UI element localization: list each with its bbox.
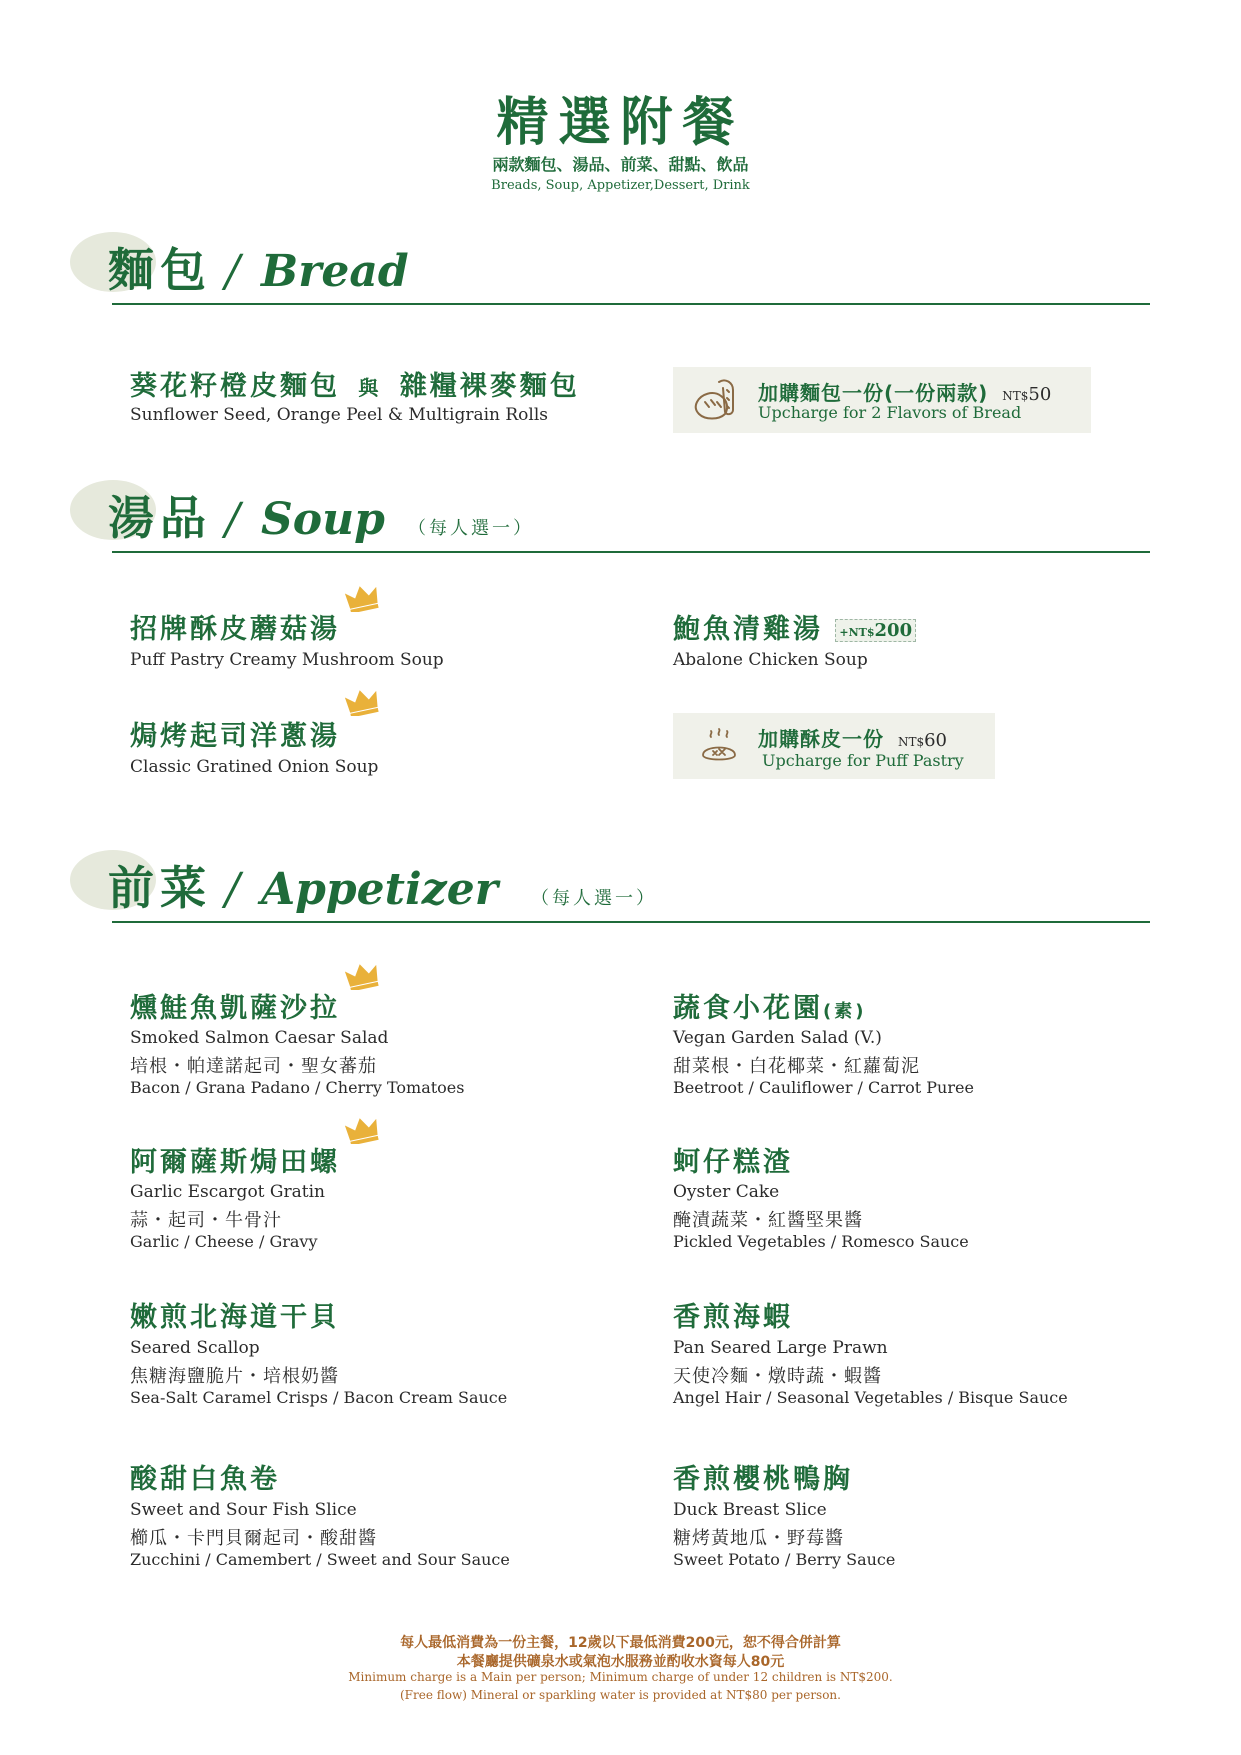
- footer-note-cn-1: 每人最低消費為一份主餐，12歲以下最低消費200元，恕不得合併計算: [400, 1635, 841, 1651]
- bread-item-a: 葵花籽橙皮麵包: [130, 371, 340, 402]
- appetizer-item-name-cn: 嫩煎北海道干貝: [130, 1302, 340, 1333]
- pastry-upcharge-amount: 60: [924, 730, 948, 751]
- appetizer-section-heading: [108, 852, 657, 918]
- soup-section-heading: [108, 482, 534, 548]
- appetizer-item-desc-cn: 蒜・起司・牛骨汁: [130, 1210, 282, 1231]
- soup-heading-note: （每人選一）: [408, 518, 534, 539]
- soup-item-name-en: Abalone Chicken Soup: [673, 650, 868, 670]
- vegan-tag: (素): [823, 1001, 867, 1022]
- bread-upcharge-box: [673, 367, 1091, 433]
- appetizer-item-name-en: Pan Seared Large Prawn: [673, 1338, 888, 1358]
- appetizer-item-name-en: Seared Scallop: [130, 1338, 260, 1358]
- price-badge: [835, 619, 916, 642]
- bread-heading-en: Bread: [261, 246, 409, 297]
- crown-icon: [344, 1114, 380, 1144]
- appetizer-item-desc-en: Sweet Potato / Berry Sauce: [673, 1550, 896, 1569]
- footer-note-en-1: Minimum charge is a Main per person; Minimum charge of under 12 children is NT$200.: [348, 1670, 893, 1684]
- appetizer-divider: [112, 921, 1150, 923]
- bread-item-name-en: Sunflower Seed, Orange Peel & Multigrain Rolls: [130, 405, 549, 425]
- appetizer-item-name-cn: 香煎櫻桃鴨胸: [673, 1464, 853, 1495]
- appetizer-item-desc-en: Angel Hair / Seasonal Vegetables / Bisque Sauce: [673, 1388, 1068, 1407]
- appetizer-item-desc-cn: 甜菜根・白花椰菜・紅蘿蔔泥: [673, 1056, 920, 1077]
- appetizer-item-desc-en: Bacon / Grana Padano / Cherry Tomatoes: [130, 1078, 465, 1097]
- bread-upcharge-amount: 50: [1028, 384, 1052, 405]
- bread-upcharge-en: Upcharge for 2 Flavors of Bread: [758, 403, 1022, 422]
- footer-note-en-2: (Free flow) Mineral or sparkling water is provided at NT$80 per person.: [400, 1688, 841, 1702]
- appetizer-item-desc-en: Pickled Vegetables / Romesco Sauce: [673, 1232, 969, 1251]
- appetizer-item-name-en: Smoked Salmon Caesar Salad: [130, 1028, 389, 1048]
- appetizer-item-desc-en: Sea-Salt Caramel Crisps / Bacon Cream Sauce: [130, 1388, 508, 1407]
- appetizer-item-desc-cn: 糖烤黃地瓜・野莓醬: [673, 1528, 844, 1549]
- appetizer-item-desc-cn: 醃漬蔬菜・紅醬堅果醬: [673, 1210, 863, 1231]
- appetizer-heading-en: Appetizer: [261, 864, 498, 915]
- bread-divider: [112, 303, 1150, 305]
- price-badge-amount: 200: [874, 620, 913, 641]
- soup-item-name-en: Puff Pastry Creamy Mushroom Soup: [130, 650, 444, 670]
- appetizer-item-name-cn: [673, 986, 866, 1025]
- soup-item-name-en: Classic Gratined Onion Soup: [130, 757, 379, 777]
- pastry-upcharge-box: [673, 713, 995, 779]
- soup-item-name-cn: 招牌酥皮蘑菇湯: [130, 614, 340, 645]
- soup-divider: [112, 551, 1150, 553]
- bread-icon: [687, 372, 743, 428]
- appetizer-heading-slash: /: [225, 864, 240, 915]
- appetizer-item-desc-en: Zucchini / Camembert / Sweet and Sour Sauce: [130, 1550, 510, 1569]
- appetizer-item-name-en: Vegan Garden Salad (V.): [673, 1028, 882, 1048]
- crown-icon: [344, 686, 380, 716]
- appetizer-item-name-en: Duck Breast Slice: [673, 1500, 827, 1520]
- bread-upcharge-currency: NT$: [1002, 389, 1029, 403]
- bread-upcharge-label: [758, 377, 1051, 406]
- appetizer-item-desc-cn: 培根・帕達諾起司・聖女蕃茄: [130, 1056, 377, 1077]
- page-subtitle-cn: 兩款麵包、湯品、前菜、甜點、飲品: [492, 155, 749, 174]
- appetizer-item-name-cn: 燻鮭魚凱薩沙拉: [130, 993, 340, 1024]
- soup-heading-slash: /: [225, 494, 240, 545]
- appetizer-item-desc-cn: 櫛瓜・卡門貝爾起司・酸甜醬: [130, 1528, 377, 1549]
- price-badge-currency: +NT$: [839, 626, 875, 639]
- appetizer-item-name-cn: 阿爾薩斯焗田螺: [130, 1147, 340, 1178]
- page-subtitle-en: Breads, Soup, Appetizer,Dessert, Drink: [491, 178, 750, 193]
- page-title: 精選附餐: [496, 93, 745, 153]
- soup-heading-cn: 湯品: [108, 491, 212, 545]
- bread-item-join: 與: [358, 376, 382, 400]
- pastry-upcharge-cn: 加購酥皮一份: [758, 727, 884, 751]
- footer-note-cn-2: 本餐廳提供礦泉水或氣泡水服務並酌收水資每人80元: [456, 1654, 785, 1670]
- appetizer-item-desc-cn: 天使冷麵・燉時蔬・蝦醬: [673, 1366, 882, 1387]
- crown-icon: [344, 582, 380, 612]
- appetizer-item-name-en: Oyster Cake: [673, 1182, 780, 1202]
- bread-item-name-cn: [130, 364, 580, 403]
- appetizer-item-desc-en: Beetroot / Cauliflower / Carrot Puree: [673, 1078, 974, 1097]
- bread-item-b: 雜糧裸麥麵包: [399, 371, 580, 402]
- bread-upcharge-price: [1002, 384, 1051, 405]
- appetizer-item-name-cn: 香煎海蝦: [673, 1302, 793, 1333]
- appetizer-item-desc-en: Garlic / Cheese / Gravy: [130, 1232, 318, 1251]
- appetizer-item-name-en: Sweet and Sour Fish Slice: [130, 1500, 357, 1520]
- pastry-upcharge-currency: NT$: [897, 735, 925, 749]
- soup-heading-en: Soup: [261, 494, 385, 545]
- appetizer-item-desc-cn: 焦糖海鹽脆片・培根奶醬: [130, 1366, 339, 1387]
- appetizer-vegan-cn: 蔬食小花園: [673, 993, 823, 1024]
- soup-item-name-cn: [673, 607, 916, 646]
- appetizer-item-name-cn: 蚵仔糕渣: [673, 1147, 793, 1178]
- soup-item-name-cn: 焗烤起司洋蔥湯: [130, 721, 340, 752]
- pastry-upcharge-label: [758, 723, 947, 752]
- bread-heading-slash: /: [225, 246, 240, 297]
- crown-icon: [344, 960, 380, 990]
- pastry-upcharge-en: Upcharge for Puff Pastry: [762, 751, 964, 770]
- bread-heading-cn: 麵包: [108, 243, 212, 297]
- bread-section-heading: [108, 234, 409, 300]
- soup-item-abalone-cn: 鮑魚清雞湯: [673, 614, 823, 645]
- appetizer-item-name-en: Garlic Escargot Gratin: [130, 1182, 325, 1202]
- puff-pastry-icon: [697, 723, 741, 767]
- appetizer-heading-note: （每人選一）: [530, 888, 657, 909]
- pastry-upcharge-price: [898, 730, 947, 751]
- appetizer-item-name-cn: 酸甜白魚卷: [130, 1464, 280, 1495]
- appetizer-heading-cn: 前菜: [108, 861, 212, 915]
- bread-upcharge-cn: 加購麵包一份(一份兩款): [758, 381, 989, 405]
